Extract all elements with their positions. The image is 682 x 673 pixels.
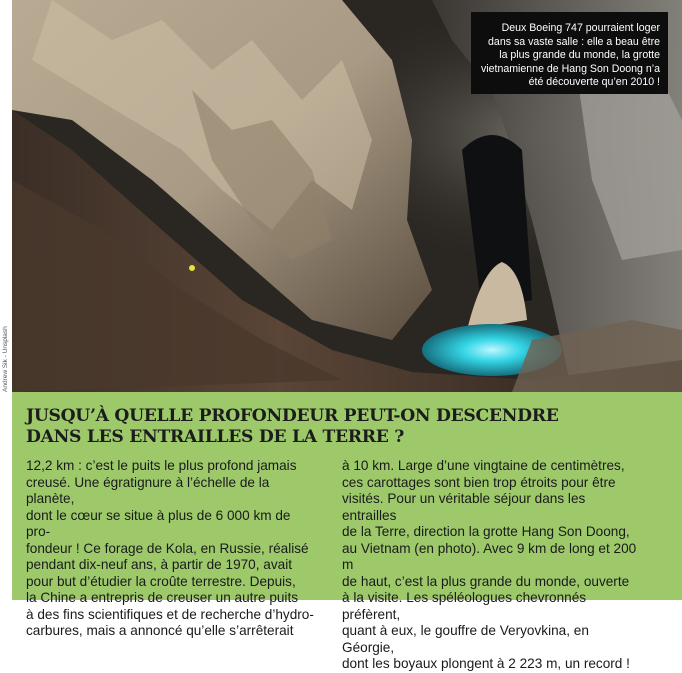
column-2-line: ces carottages sont bien trop étroits pour être bbox=[342, 474, 616, 490]
cave-photo bbox=[12, 0, 682, 392]
column-2-line: à 10 km. Large d’une vingtaine de centimètres, bbox=[342, 458, 625, 473]
column-1-line: creusé. Une égratignure à l’échelle de la planète, bbox=[26, 474, 270, 506]
column-1-line: carbures, mais a annoncé qu’elle s’arrêterait bbox=[26, 623, 294, 638]
photo-credit-text: Andrew Sik - Unsplash bbox=[2, 326, 9, 392]
column-1-line: 12,2 km : c’est le puits le plus profond jamais bbox=[26, 458, 297, 473]
column-2-line: dont les boyaux plongent à 2 223 m, un record ! bbox=[342, 656, 630, 671]
column-1-line: pour but d’étudier la croûte terrestre. Depuis, bbox=[26, 573, 296, 589]
column-1-line: dont le cœur se situe à plus de 6 000 km de pro- bbox=[26, 507, 291, 539]
heading-line-2: DANS LES ENTRAILLES DE LA TERRE ? bbox=[26, 427, 404, 447]
column-1-line: la Chine a entrepris de creuser un autre puits bbox=[26, 590, 299, 605]
heading-line-1: JUSQU’À QUELLE PROFONDEUR PEUT-ON DESCENDRE bbox=[26, 406, 559, 426]
photo-credit bbox=[2, 310, 12, 392]
column-2-line: visités. Pour un véritable séjour dans les entrailles bbox=[342, 491, 586, 523]
column-2-line: à la visite. Les spéléologues chevronnés préfèrent, bbox=[342, 590, 587, 622]
column-1-line: pendant dix-neuf ans, à partir de 1970, avait bbox=[26, 557, 293, 572]
column-2-line: quant à eux, le gouffre de Veryovkina, en Géorgie, bbox=[342, 623, 589, 655]
column-2-line: de la Terre, direction la grotte Hang Son Doong, bbox=[342, 524, 630, 539]
article-column-2 bbox=[342, 458, 642, 673]
column-1-line: à des fins scientifiques et de recherche d’hydro- bbox=[26, 606, 314, 622]
article-column-1 bbox=[26, 458, 316, 640]
column-1-line: fondeur ! Ce forage de Kola, en Russie, réalisé bbox=[26, 540, 309, 556]
column-2-line: au Vietnam (en photo). Avec 9 km de long et 200 m bbox=[342, 540, 637, 572]
article-heading bbox=[26, 406, 646, 448]
photo-caption: Deux Boeing 747 pourraient loger dans sa vaste salle : elle a beau être la plus grande du monde, la grotte vietnamienne de Hang Son Doong n’a été découverte qu’en 2010 ! bbox=[471, 12, 668, 94]
column-2-line: de haut, c’est la plus grande du monde, ouverte bbox=[342, 573, 630, 589]
